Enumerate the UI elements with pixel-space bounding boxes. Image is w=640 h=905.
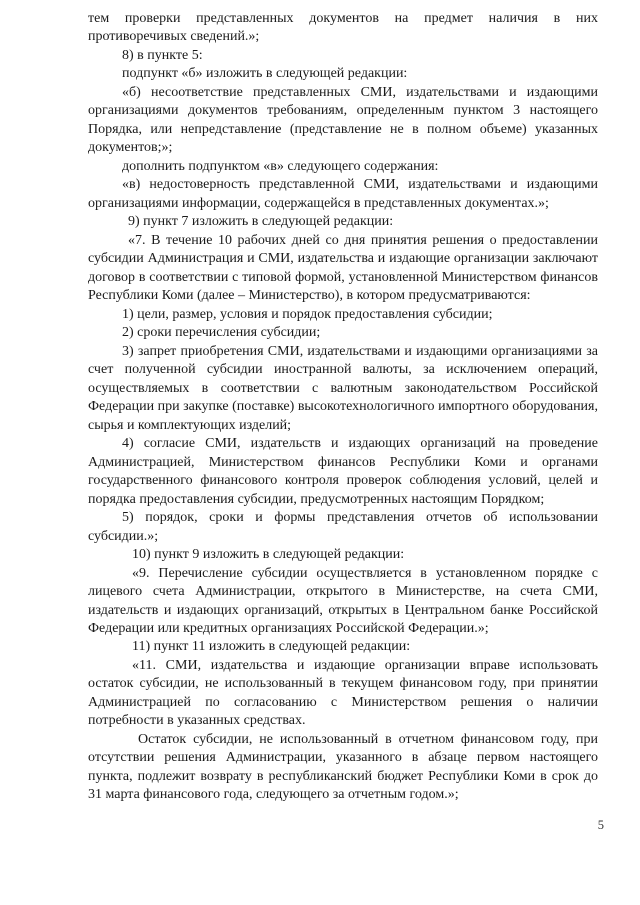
paragraph: Остаток субсидии, не использованный в отчетном финансовом году, при отсутствии решения Администрации, указанного в абзаце первом настоящего пункта, подлежит возврату в республиканский бюджет Республики Коми в срок до 31 марта финансового года, следующего за отчетным годом.»;	[88, 731, 598, 803]
paragraph: 11) пункт 11 изложить в следующей редакции:	[132, 639, 411, 655]
document-body	[88, 10, 598, 805]
list-item: 3) запрет приобретения СМИ, издательствами и издающими организациями за счет полученной субсидии иностранной валюты, за исключением операций, осуществляемых в соответствии с валютным законодательством Российской Федерации при закупке (поставке) высокотехнологичного импортного оборудования, сырья и комплектующих изделий;	[88, 343, 598, 433]
paragraph: «11. СМИ, издательства и издающие организации вправе использовать остаток субсидии, не использованный в текущем финансовом году, при принятии Администрацией по согласованию с Министерством решения о наличии потребности в указанных средствах.	[88, 657, 598, 729]
list-item: 1) цели, размер, условия и порядок предоставления субсидии;	[122, 306, 493, 322]
paragraph: дополнить подпунктом «в» следующего содержания:	[122, 158, 439, 174]
paragraph: 8) в пункте 5:	[122, 47, 203, 63]
paragraph: «б) несоответствие представленных СМИ, издательствами и издающими организациями документов требованиям, определенным пунктом 3 настоящего Порядка, или непредставление (представление не в полном объеме) указанных документов;»;	[88, 84, 598, 156]
paragraph: «в) недостоверность представленной СМИ, издательствами и издающими организациями информации, содержащейся в представленных документах.»;	[88, 177, 598, 211]
paragraph: «9. Перечисление субсидии осуществляется в установленном порядке с лицевого счета Администрации, открытого в Министерстве, на счета СМИ, издательств и издающих организаций, открытых в Центральном банке Российской Федерации или кредитных организациях Российской Федерации.»;	[88, 565, 598, 636]
paragraph: 10) пункт 9 изложить в следующей редакции:	[132, 547, 405, 563]
paragraph: 9) пункт 7 изложить в следующей редакции:	[128, 214, 394, 230]
paragraph: подпункт «б» изложить в следующей редакции:	[122, 66, 408, 82]
list-item: 4) согласие СМИ, издательств и издающих организаций на проведение Администрацией, Министерством финансов Республики Коми и органами государственного финансового контроля проверок соблюдения условий, целей и порядка предоставления субсидии, предусмотренных настоящим Порядком;	[88, 436, 598, 507]
list-item: 5) порядок, сроки и формы представления отчетов об использовании субсидии.»;	[88, 510, 598, 544]
paragraph: тем проверки представленных документов на предмет наличия в них противоречивых сведений.»;	[88, 11, 598, 45]
paragraph: «7. В течение 10 рабочих дней со дня принятия решения о предоставлении субсидии Администрация и СМИ, издательства и издающие организации заключают договор в соответствии с типовой формой, установленной Министерством финансов Республики Коми (далее – Министерство), в котором предусматриваются:	[88, 232, 598, 304]
list-item: 2) сроки перечисления субсидии;	[122, 325, 321, 341]
page-number: 5	[597, 818, 604, 832]
